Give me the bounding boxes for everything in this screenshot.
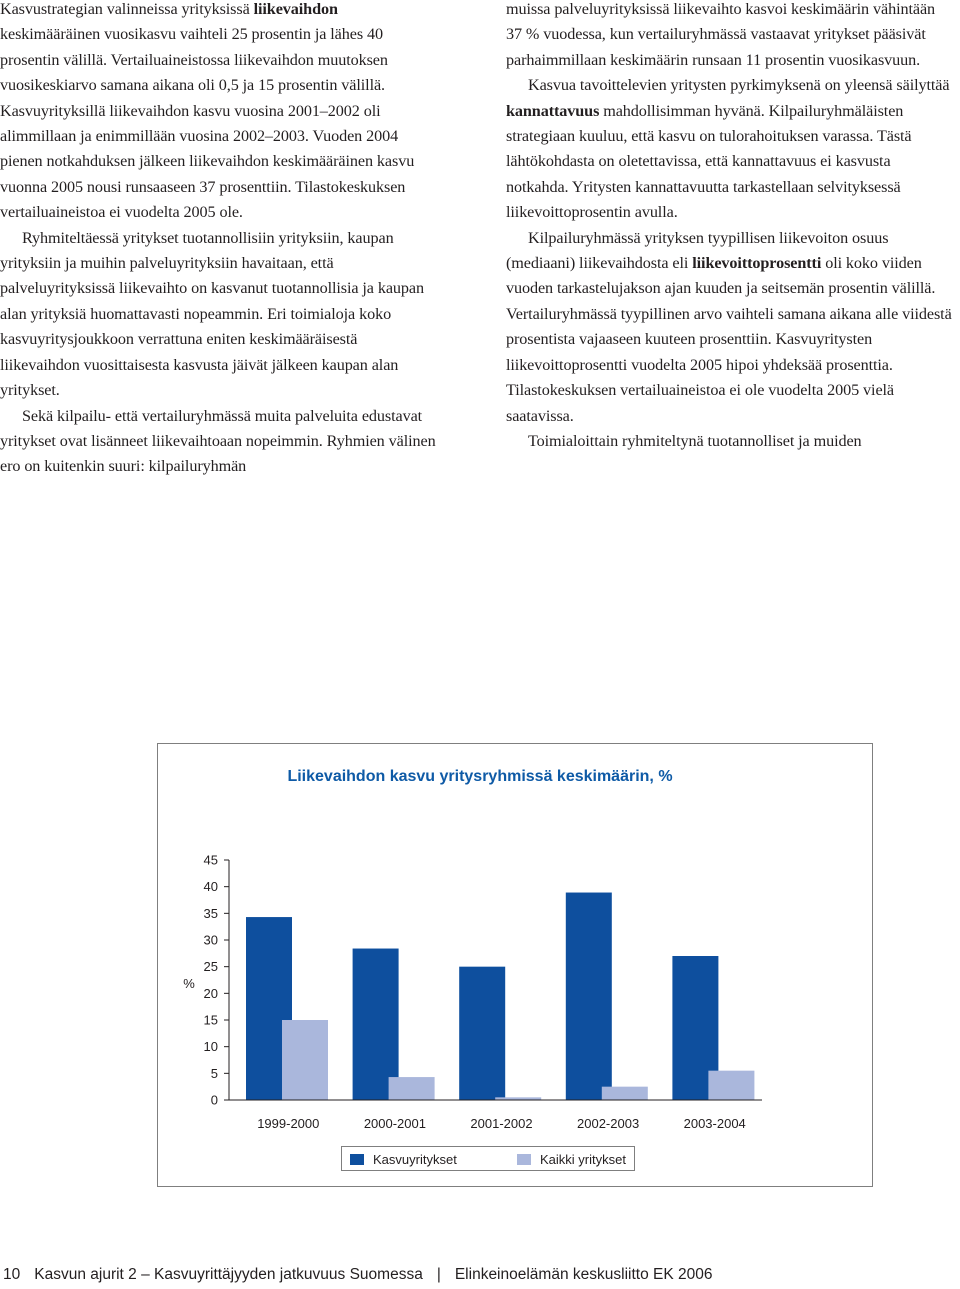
right-paragraph-4: Toimialoittain ryhmiteltynä tuotannolliset ja muiden bbox=[528, 431, 862, 450]
book-title: Kasvun ajurit 2 – Kasvuyrittäjyyden jatkuvuus Suomessa bbox=[34, 1266, 423, 1283]
legend-item-kasvuyritykset bbox=[350, 1152, 457, 1167]
legend-label-kasvuyritykset: Kasvuyritykset bbox=[373, 1152, 457, 1167]
y-tick-label: 0 bbox=[210, 1092, 218, 1108]
legend-label-kaikki-yritykset: Kaikki yritykset bbox=[540, 1152, 626, 1167]
x-tick-label: 2003-2004 bbox=[683, 1116, 746, 1131]
y-tick-label: 45 bbox=[203, 852, 218, 868]
y-tick-label: 10 bbox=[203, 1039, 218, 1055]
y-tick-label: 20 bbox=[203, 985, 218, 1001]
bold-term-kannattavuus: kannattavuus bbox=[506, 101, 600, 120]
left-paragraph-3: Sekä kilpailu- että vertailuryhmässä muita palveluita edustavat yritykset ovat lisänneet liikevaihtoaan nopeimmin. Ryhmien välinen ero on kuitenkin suuri: kilpailuryhmän bbox=[0, 406, 436, 476]
page-number: 10 bbox=[3, 1266, 21, 1283]
publisher: Elinkeinoelämän keskusliitto EK 2006 bbox=[454, 1266, 713, 1283]
bold-term-liikevaihdon: liikevaihdon bbox=[253, 0, 338, 18]
y-tick-label: 15 bbox=[203, 1012, 218, 1028]
right-paragraph-2: Kasvua tavoittelevien yritysten pyrkimyksenä on yleensä säilyttää kannattavuus mahdollisimman hyvänä. Kilpailuryhmäläisten strategiaan kuuluu, että kasvu on tulorahoituksen varassa. Tästä lähtökohdasta on oletettavissa, että kannattavuus ei kasvusta notkahda. Yritysten kannattavuutta tarkastellaan selvityksessä liikevoittoprosentin avulla. bbox=[506, 76, 950, 222]
right-paragraph-1: muissa palveluyrityksissä liikevaihto kasvoi keskimäärin vähintään 37 % vuodessa, kun vertailuryhmässä vastaavat yritykset pääsivät parhaimmillaan keskimäärin runsaan 11 prosentin vuosikasvuun. bbox=[506, 0, 936, 69]
left-paragraph-1: Kasvustrategian valinneissa yrityksissä liikevaihdon keskimääräinen vuosikasvu vaihteli 25 prosentin ja lähes 40 prosentin välillä. Vertailuaineistossa liikevaihdon muutoksen vuosikeskiarvo samana aikana oli 0,5 ja 15 prosentin välillä. Kasvuyrityksillä liikevaihdon kasvu vuosina 2001–2002 oli alimmillaan ja enimmillään vuosina 2002–2003. Vuoden 2004 pienen notkahduksen jälkeen liikevaihdon keskimääräinen kasvu vuonna 2005 nousi runsaaseen 37 prosenttiin. Tilastokeskuksen vertailuaineistoa ei vuodelta 2005 ole. bbox=[0, 0, 415, 222]
left-paragraph-2: Ryhmiteltäessä yritykset tuotannollisiin yrityksiin, kaupan yrityksiin ja muihin palveluyrityksiin havaitaan, että palveluyrityksissä liikevaihto on kasvanut tuotannollisia ja kaupan alan yrityksiä huomattavasti nopeammin. Eri toimialoja koko kasvuyritysjoukkoon verrattuna eniten keskimääräisestä liikevaihdon vuosittaisesta kasvusta jäivät jälkeen kaupan alan yritykset. bbox=[0, 228, 424, 400]
bar-kaikki-yritykset-2002-2003 bbox=[602, 1087, 648, 1100]
bar-kaikki-yritykset-1999-2000 bbox=[282, 1020, 328, 1100]
y-tick-label: 30 bbox=[203, 932, 218, 948]
right-paragraph-3: Kilpailuryhmässä yrityksen tyypillisen liikevoiton osuus (mediaani) liikevaihdosta eli liikevoittoprosentti oli koko viiden vuoden tarkastelujakson ajan kuuden ja seitsemän prosentin välillä. Vertailuryhmässä tyypillinen arvo vaihteli samana aikana alle viidestä prosentista vajaaseen kuuteen prosenttiin. Kasvuyritysten liikevoittoprosentti vuodelta 2005 hipoi yhdeksää prosenttia. Tilastokeskuksen vertailuaineistoa ei ole vuodelta 2005 vielä saatavissa. bbox=[506, 228, 952, 425]
chart-legend bbox=[341, 1146, 635, 1171]
legend-swatch-kasvuyritykset bbox=[350, 1154, 364, 1165]
bar-kaikki-yritykset-2003-2004 bbox=[708, 1071, 754, 1100]
y-tick-label: 25 bbox=[203, 959, 218, 975]
y-tick-label: 35 bbox=[203, 905, 218, 921]
y-tick-label: 40 bbox=[203, 879, 218, 895]
x-tick-label: 2000-2001 bbox=[363, 1116, 426, 1131]
bar-kasvuyritykset-2001-2002 bbox=[459, 967, 505, 1100]
x-tick-label: 2002-2003 bbox=[577, 1116, 640, 1131]
page-footer bbox=[3, 1266, 712, 1284]
x-tick-label: 2001-2002 bbox=[470, 1116, 533, 1131]
x-tick-label: 1999-2000 bbox=[257, 1116, 320, 1131]
chart-title: Liikevaihdon kasvu yritysryhmissä keskimäärin, % bbox=[287, 768, 673, 785]
bar-kaikki-yritykset-2000-2001 bbox=[389, 1077, 435, 1100]
y-axis-label: % bbox=[183, 976, 195, 991]
legend-item-kaikki-yritykset bbox=[517, 1152, 626, 1167]
bar-kasvuyritykset-2002-2003 bbox=[566, 893, 612, 1100]
bold-term-liikevoittoprosentti: liikevoittoprosentti bbox=[692, 254, 822, 273]
y-tick-label: 5 bbox=[210, 1065, 218, 1081]
legend-swatch-kaikki-yritykset bbox=[517, 1154, 531, 1165]
footer-separator: | bbox=[436, 1266, 441, 1283]
